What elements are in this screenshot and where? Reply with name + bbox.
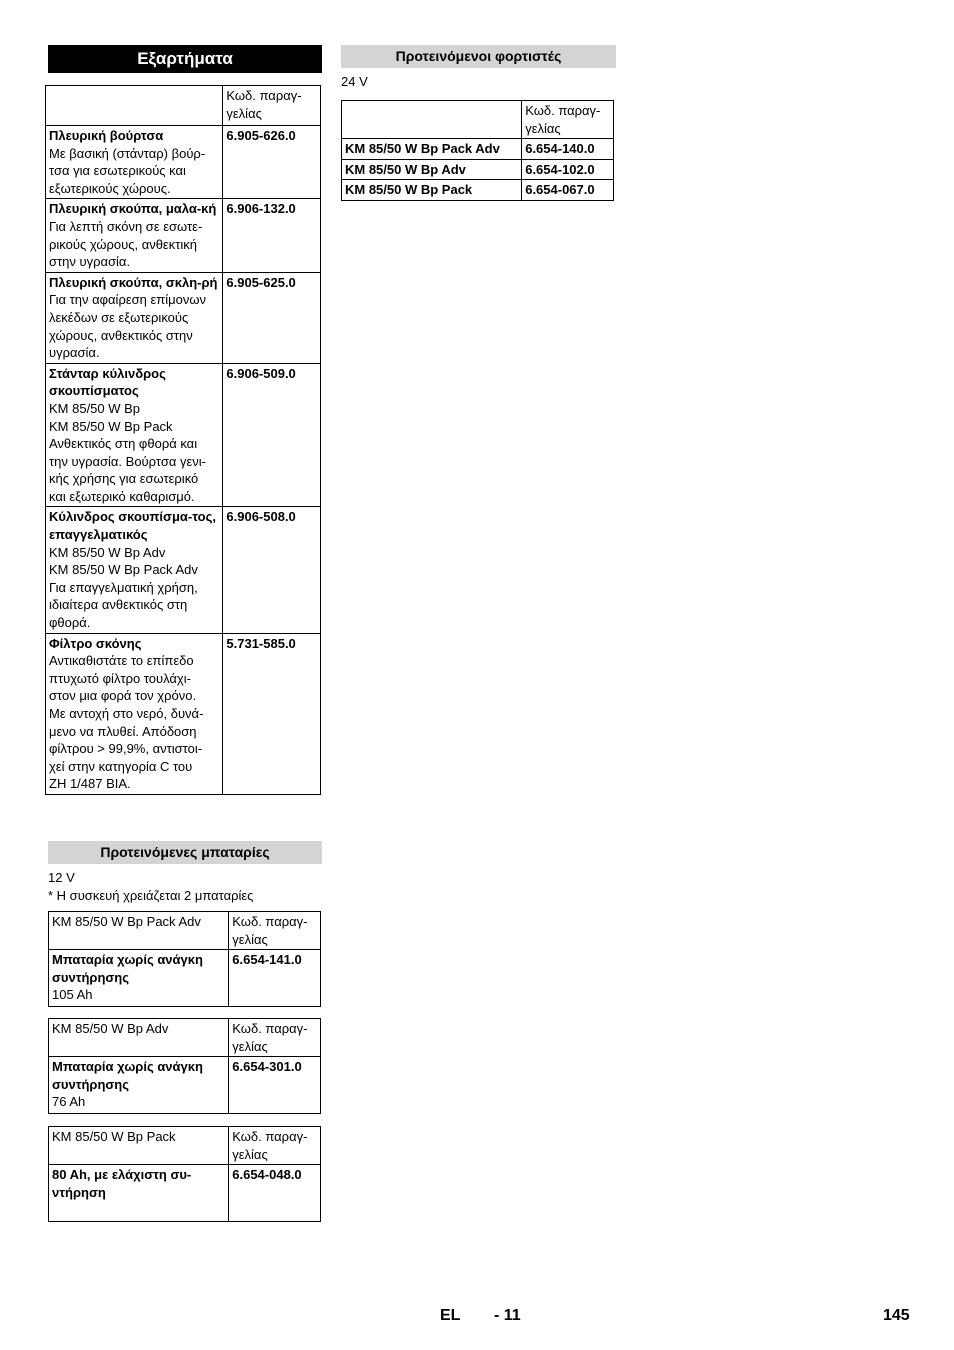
battery-table-3	[48, 1126, 321, 1222]
item-description-line: ιδιαίτερα ανθεκτικός στη	[49, 597, 188, 613]
order-code-header: Κωδ. παραγ-γελίας	[522, 101, 614, 139]
table-header-row	[49, 1019, 321, 1057]
table-row	[342, 159, 614, 180]
item-cell	[49, 1165, 229, 1222]
item-description-line: Για λεπτή σκόνη σε εσωτε-	[49, 218, 203, 234]
item-description-line: κής χρήσης για εσωτερικό	[49, 471, 199, 487]
order-code: 6.654-140.0	[522, 139, 614, 160]
item-description-line: χεί στην κατηγορία C του	[49, 758, 193, 774]
table-row	[342, 139, 614, 160]
item-description-line: φίλτρου > 99,9%, αντιστοι-	[49, 741, 203, 757]
item-description-line: στην υγρασία.	[49, 254, 131, 270]
model-name: KM 85/50 W Bp Pack	[49, 1127, 229, 1165]
batteries-heading: Προτεινόμενες μπαταρίες	[48, 841, 322, 864]
item-description-line: φθορά.	[49, 615, 91, 631]
chargers-table	[341, 100, 614, 201]
order-code: 6.654-102.0	[522, 159, 614, 180]
item-description-line: Ανθεκτικός στη φθορά και	[49, 436, 198, 452]
item-name: Φίλτρο σκόνης	[49, 635, 142, 651]
item-name: Πλευρική σκούπα, μαλα-κή	[49, 201, 217, 217]
accessories-table-wrap	[45, 85, 321, 795]
item-description-line: στον μια φορά τον χρόνο.	[49, 688, 197, 704]
item-description: 105 Ah	[52, 987, 93, 1003]
table-row	[49, 950, 321, 1007]
footer-section-page: - 11	[494, 1307, 521, 1324]
chargers-table-wrap	[341, 100, 614, 201]
table-row	[342, 180, 614, 201]
battery-table-2	[48, 1018, 321, 1114]
item-description-line: Για επαγγελματική χρήση,	[49, 579, 198, 595]
table-row	[46, 507, 321, 633]
table-row	[49, 1165, 321, 1222]
batteries-voltage: 12 V	[48, 870, 75, 885]
table-row	[46, 199, 321, 272]
item-cell	[46, 126, 223, 199]
battery-table	[48, 911, 321, 1007]
item-name: 80 Ah, με ελάχιστη συ-ντήρηση	[52, 1167, 192, 1200]
item-description-line: KM 85/50 W Bp	[49, 400, 141, 416]
table-header-row	[49, 1127, 321, 1165]
item-cell	[46, 633, 223, 794]
battery-table-1	[48, 911, 321, 1007]
batteries-note: * Η συσκευή χρειάζεται 2 μπαταρίες	[48, 888, 254, 903]
order-code: 6.654-067.0	[522, 180, 614, 201]
item-description-line: τσα για εσωτερικούς και	[49, 163, 186, 179]
item-name: Κύλινδρος σκουπίσμα-τος, επαγγελματικός	[49, 509, 216, 543]
model-name: KM 85/50 W Bp Pack Adv	[342, 139, 522, 160]
item-description-line: KM 85/50 W Bp Pack Adv	[49, 562, 198, 578]
item-description-line: Με αντοχή στο νερό, δυνά-	[49, 706, 204, 721]
item-description-line: την υγρασία. Βούρτσα γενι-	[49, 453, 206, 469]
table-row	[46, 272, 321, 363]
item-cell	[46, 199, 223, 272]
order-code: 6.654-141.0	[229, 950, 321, 1007]
item-name: Πλευρική βούρτσα	[49, 128, 164, 143]
item-description-line: Αντικαθιστάτε το επίπεδο	[49, 653, 194, 669]
item-cell	[49, 1057, 229, 1114]
chargers-voltage: 24 V	[341, 74, 368, 89]
item-cell	[46, 507, 223, 633]
item-description-line: μενο να πλυθεί. Απόδοση	[49, 723, 197, 739]
order-code: 6.654-301.0	[229, 1057, 321, 1114]
item-description-line: ρικούς χώρους, ανθεκτική	[49, 236, 197, 252]
model-name: KM 85/50 W Bp Pack	[342, 180, 522, 201]
chargers-body	[342, 139, 614, 201]
order-code-header: Κωδ. παραγ-γελίας	[229, 1019, 321, 1057]
order-code: 6.906-132.0	[223, 199, 321, 272]
table-header-row	[46, 86, 321, 126]
table-row	[49, 1057, 321, 1114]
item-description: 76 Ah	[52, 1094, 86, 1110]
item-description-line: χώρους, ανθεκτικός στην	[49, 327, 193, 343]
item-name: Στάνταρ κύλινδρος σκουπίσματος	[49, 365, 166, 399]
order-code-header: Κωδ. παραγ-γελίας	[229, 1127, 321, 1165]
item-name: Μπαταρία χωρίς ανάγκη συντήρησης	[52, 1059, 203, 1092]
item-cell	[46, 363, 223, 507]
order-code: 6.906-509.0	[223, 363, 321, 507]
chargers-heading: Προτεινόμενοι φορτιστές	[341, 45, 616, 68]
accessories-body	[46, 126, 321, 795]
section-title: Εξαρτήματα	[48, 45, 322, 73]
accessories-table	[45, 85, 321, 795]
table-header-row	[342, 101, 614, 139]
item-description-line: πτυχωτό φίλτρο τουλάχι-	[49, 670, 191, 686]
order-code-header: Κωδ. παραγ-γελίας	[229, 912, 321, 950]
battery-table	[48, 1126, 321, 1222]
battery-table	[48, 1018, 321, 1114]
order-code: 6.906-508.0	[223, 507, 321, 633]
order-code: 6.905-625.0	[223, 272, 321, 363]
order-code: 5.731-585.0	[223, 633, 321, 794]
model-name: KM 85/50 W Bp Adv	[342, 159, 522, 180]
order-code-header: Κωδ. παραγ-γελίας	[223, 86, 321, 126]
item-cell	[46, 272, 223, 363]
item-description-line: Με βασική (στάνταρ) βούρ-	[49, 145, 206, 161]
item-description-line: και εξωτερικό καθαρισμό.	[49, 488, 195, 504]
footer-language: EL	[440, 1307, 461, 1324]
page-number: 145	[883, 1307, 910, 1324]
order-code: 6.905-626.0	[223, 126, 321, 199]
item-description-line: Για την αφαίρεση επίμονων	[49, 292, 207, 308]
item-description-line: KM 85/50 W Bp Adv	[49, 544, 166, 560]
item-name: Μπαταρία χωρίς ανάγκη συντήρησης	[52, 952, 203, 985]
item-description-line: ZH 1/487 BIA.	[49, 776, 131, 792]
model-name: KM 85/50 W Bp Adv	[49, 1019, 229, 1057]
item-description-line: KM 85/50 W Bp Pack	[49, 418, 173, 434]
item-cell	[49, 950, 229, 1007]
table-row	[46, 126, 321, 199]
table-row	[46, 363, 321, 507]
order-code: 6.654-048.0	[229, 1165, 321, 1222]
table-row	[46, 633, 321, 794]
table-header-row	[49, 912, 321, 950]
item-description-line: εξωτερικούς χώρους.	[49, 180, 171, 196]
model-name: KM 85/50 W Bp Pack Adv	[49, 912, 229, 950]
item-description-line: λεκέδων σε εξωτερικούς	[49, 309, 189, 325]
item-name: Πλευρική σκούπα, σκλη-ρή	[49, 274, 218, 290]
item-description-line: υγρασία.	[49, 345, 100, 361]
